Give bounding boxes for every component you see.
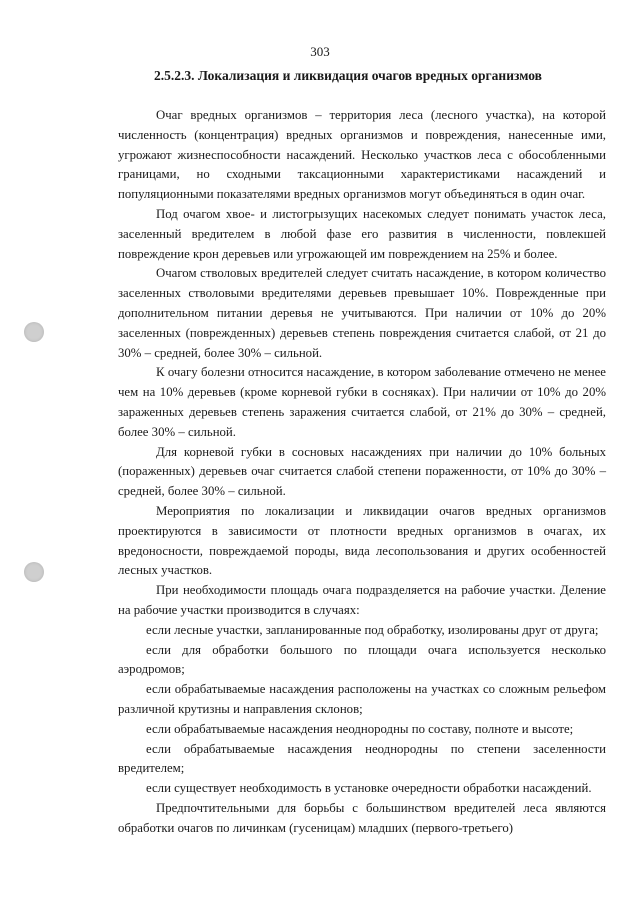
condition-item: если существует необходимость в установке очередности обработки насаждений. (146, 781, 592, 796)
paragraph: Мероприятия по локализации и ликвидации очагов вредных организмов проектируются в зависимости от плотности вредных организмов в очагах, их вредоносности, повреждаемой породы, вида лесопользования и других особенностей лесных участков. (118, 503, 606, 578)
paragraph: При необходимости площадь очага подразделяется на рабочие участки. Деление на рабочие участки производится в случаях: (118, 583, 606, 617)
punch-hole (24, 562, 44, 582)
section-heading: 2.5.2.3. Локализация и ликвидация очагов вредных организмов (154, 68, 542, 83)
paragraph: Под очагом хвое- и листогрызущих насекомых следует понимать участок леса, заселенный вредителем в любой фазе его развития в численности, повлекшей повреждение крон деревьев или угрожающей им повреждением на 25% и более. (118, 206, 606, 261)
condition-item: если для обработки большого по площади очага используется несколько аэродромов; (118, 642, 606, 677)
condition-item: если обрабатываемые насаждения неоднородны по степени заселенности вредителем; (118, 741, 606, 776)
paragraph: Предпочтительными для борьбы с большинством вредителей леса являются обработки очагов по личинкам (гусеницам) младших (первого-третьего) (118, 800, 606, 835)
punch-hole (24, 322, 44, 342)
paragraph: К очагу болезни относится насаждение, в котором заболевание отмечено не менее чем на 10% деревьев (кроме корневой губки в сосняках). При наличии от 10% до 20% зараженных деревьев степень заражения считается слабой, от 21% до 30% – средней, более 30% – сильной. (118, 365, 606, 439)
page-number: 303 (310, 44, 330, 59)
condition-item: если обрабатываемые насаждения неоднородны по составу, полноте и высоте; (146, 721, 574, 736)
paragraph: Для корневой губки в сосновых насаждениях при наличии до 10% больных (пораженных) деревьев очаг считается слабой степени пораженности, от 10% до 30% – средней, более 30% – сильной. (118, 444, 606, 499)
paragraph: Очагом стволовых вредителей следует считать насаждение, в котором количество заселенных стволовыми вредителями деревьев превышает 10%. Поврежденные при дополнительном питании деревья не учитываются. При наличии от 10% до 20% заселенных (поврежденных) деревьев степень повреждения считается слабой, от 21 до 30% – средней, более 30% – сильной. (118, 266, 606, 360)
body-text (118, 106, 606, 838)
condition-item: если обрабатываемые насаждения расположены на участках со сложным рельефом различной крутизны и направления склонов; (118, 682, 606, 716)
paragraph: Очаг вредных организмов – территория леса (лесного участка), на которой численность (концентрация) вредных организмов и повреждения, нанесенные ими, угрожают жизнеспособности насаждений. Несколько участков леса с обособленными границами, но сходными таксационными характеристиками насаждений и популяционными показателями вредных организмов могут объединяться в один очаг. (118, 108, 606, 202)
condition-item: если лесные участки, запланированные под обработку, изолированы друг от друга; (146, 622, 599, 637)
